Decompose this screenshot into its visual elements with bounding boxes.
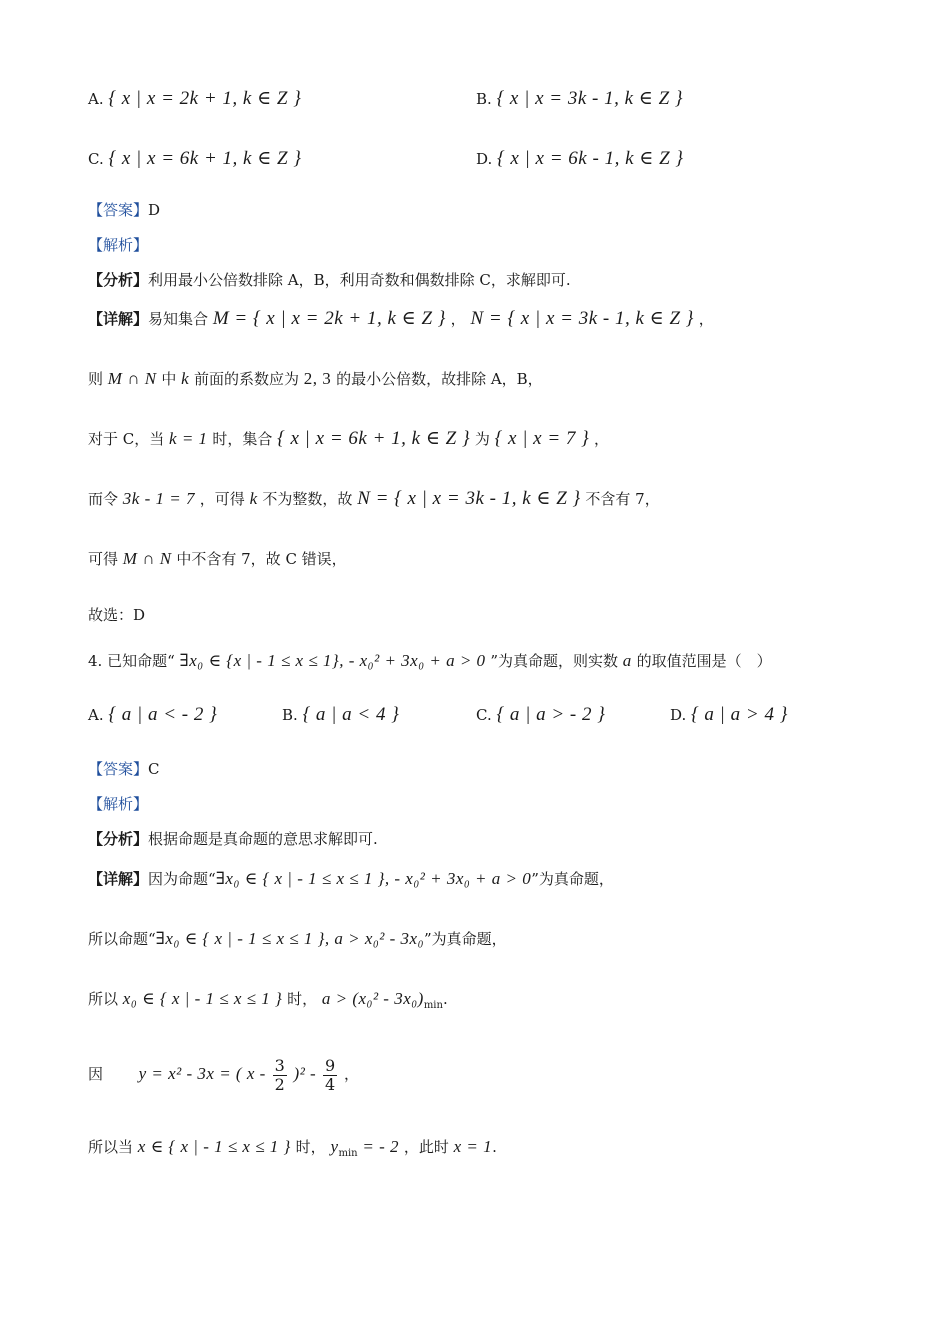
text: ”为真命题， xyxy=(424,930,507,948)
q4-fenxi-line xyxy=(88,828,378,850)
text: 则 xyxy=(88,370,104,388)
text: 为 xyxy=(474,430,490,448)
option-math: { a | a < - 2 } xyxy=(108,704,218,725)
q4-line-2 xyxy=(88,928,507,950)
denominator: 4 xyxy=(325,1074,336,1094)
math: M ∩ N xyxy=(122,549,172,568)
q3-detail-line xyxy=(88,308,714,330)
fraction-3-2 xyxy=(273,1057,287,1094)
text: 的取值范围是（ ） xyxy=(636,652,772,670)
text: 不含有 7， xyxy=(585,490,660,508)
option-label: B. xyxy=(476,90,492,108)
q3-line-2 xyxy=(88,368,543,390)
math: M ∩ N xyxy=(107,369,157,388)
q3-line-5 xyxy=(88,548,347,570)
fenxi-tag: 【分析】 xyxy=(88,271,149,289)
text: 时，集合 xyxy=(212,430,273,448)
math: x = 1 xyxy=(453,1137,493,1156)
option-math: { x | x = 3k - 1, k ∈ Z } xyxy=(496,88,684,109)
option-math: { x | x = 6k - 1, k ∈ Z } xyxy=(497,148,684,169)
set-m-math: M = { x | x = 2k + 1, k ∈ Z } xyxy=(212,308,446,329)
option-label: A. xyxy=(88,706,104,724)
answer-tag: 【答案】 xyxy=(88,760,149,778)
text: ， xyxy=(343,1065,359,1083)
option-label: B. xyxy=(282,706,298,724)
option-math: { a | a < 4 } xyxy=(302,704,400,725)
answer-tag: 【答案】 xyxy=(88,201,149,219)
q4-detail-line xyxy=(88,868,614,890)
detail-tag: 【详解】 xyxy=(88,310,149,328)
math: 3k - 1 = 7 xyxy=(122,489,195,508)
q3-option-c xyxy=(88,148,301,170)
comma: ， xyxy=(450,310,466,328)
math: y xyxy=(330,1137,339,1156)
math: x ∈ { x | - 1 ≤ x ≤ 1 } xyxy=(137,1137,291,1156)
text: ”为真命题，则实数 xyxy=(490,652,619,670)
math: x₀ ∈ { x | - 1 ≤ x ≤ 1 } xyxy=(122,989,283,1008)
q4-option-b xyxy=(282,704,399,726)
text: ， xyxy=(594,430,610,448)
subscript: min xyxy=(338,1148,358,1159)
q3-conclusion xyxy=(88,604,145,626)
comma: ， xyxy=(698,310,714,328)
math: ∃x₀ ∈ {x | - 1 ≤ x ≤ 1}, - x₀² + 3x₀ + a > 0 xyxy=(179,651,486,670)
q4-answer-line xyxy=(88,758,160,780)
q3-option-d xyxy=(476,148,683,170)
text: 所以 xyxy=(88,990,119,1008)
q4-option-c xyxy=(476,704,605,726)
text: 中不含有 7，故 C 错误， xyxy=(176,550,347,568)
math: a > (x₀² - 3x₀) xyxy=(321,989,424,1008)
denominator: 2 xyxy=(274,1074,285,1094)
q3-fenxi-line xyxy=(88,269,571,291)
fenxi-text: 根据命题是真命题的意思求解即可. xyxy=(148,830,378,848)
text: 前面的系数应为 xyxy=(193,370,299,388)
math: ∃x₀ ∈ { x | - 1 ≤ x ≤ 1 }, - x₀² + 3x₀ + a > 0 xyxy=(215,869,532,888)
text: . xyxy=(442,990,448,1008)
math: k = 1 xyxy=(169,429,208,448)
q3-answer-line xyxy=(88,199,160,221)
text: 时， xyxy=(287,990,318,1008)
q4-option-d xyxy=(670,704,788,726)
option-math: { a | a > 4 } xyxy=(691,704,788,725)
text: 所以命题“ xyxy=(88,930,156,948)
q3-line-4 xyxy=(88,488,660,510)
text: 的最小公倍数，故排除 A，B， xyxy=(336,370,543,388)
subscript: min xyxy=(423,1000,443,1011)
numerator: 9 xyxy=(325,1055,336,1075)
math: = - 2 xyxy=(362,1137,400,1156)
text: 可得 xyxy=(88,550,119,568)
fenxi-text: 利用最小公倍数排除 A，B，利用奇数和偶数排除 C，求解即可. xyxy=(148,271,571,289)
text: ，此时 xyxy=(403,1138,449,1156)
analysis-tag: 【解析】 xyxy=(88,236,149,254)
q4-option-a xyxy=(88,704,217,726)
math: k xyxy=(249,489,258,508)
math: N = { x | x = 3k - 1, k ∈ Z } xyxy=(357,488,581,509)
option-math: { x | x = 6k + 1, k ∈ Z } xyxy=(108,148,302,169)
q4-line-4 xyxy=(88,1052,359,1096)
option-math: { a | a > - 2 } xyxy=(496,704,606,725)
text: 4. 已知命题“ xyxy=(88,652,175,670)
math: ∃x₀ ∈ { x | - 1 ≤ x ≤ 1 }, a > x₀² - 3x₀ xyxy=(155,929,425,948)
text: ”为真命题， xyxy=(531,870,614,888)
q4-line-3 xyxy=(88,988,448,1017)
answer-value: D xyxy=(148,201,161,219)
q3-analysis-heading xyxy=(88,234,148,256)
math: { x | x = 6k + 1, k ∈ Z } xyxy=(277,428,471,449)
math: { x | x = 7 } xyxy=(494,428,590,449)
set-n-math: N = { x | x = 3k - 1, k ∈ Z } xyxy=(470,308,694,329)
q3-option-b xyxy=(476,88,683,110)
text: 不为整数，故 xyxy=(262,490,353,508)
text: 中 xyxy=(161,370,177,388)
math: y = x² - 3x = ( x - xyxy=(138,1064,266,1083)
q4-line-5 xyxy=(88,1136,497,1165)
q3-line-3 xyxy=(88,428,609,450)
detail-text: 因为命题“ xyxy=(148,870,216,888)
text: 时， xyxy=(295,1138,326,1156)
text: 而令 xyxy=(88,490,119,508)
option-math: { x | x = 2k + 1, k ∈ Z } xyxy=(108,88,302,109)
numerator: 3 xyxy=(274,1055,285,1075)
q4-analysis-heading xyxy=(88,793,148,815)
option-label: C. xyxy=(476,706,492,724)
option-label: D. xyxy=(476,150,493,168)
option-label: A. xyxy=(88,90,104,108)
text: 因 xyxy=(88,1065,104,1083)
answer-value: C xyxy=(148,760,160,778)
math: )² - xyxy=(293,1064,317,1083)
q3-option-a xyxy=(88,88,301,110)
text: ，可得 xyxy=(199,490,245,508)
fenxi-tag: 【分析】 xyxy=(88,830,149,848)
fraction-9-4 xyxy=(323,1057,337,1094)
analysis-tag: 【解析】 xyxy=(88,795,149,813)
conclusion-text: 故选：D xyxy=(88,606,146,624)
detail-text: 易知集合 xyxy=(148,310,209,328)
option-label: C. xyxy=(88,150,104,168)
text: 所以当 xyxy=(88,1138,134,1156)
math: 2, 3 xyxy=(303,369,332,388)
math: k xyxy=(181,369,190,388)
math: a xyxy=(622,651,632,670)
q4-stem xyxy=(88,650,772,672)
text: . xyxy=(492,1138,497,1156)
option-label: D. xyxy=(670,706,687,724)
detail-tag: 【详解】 xyxy=(88,870,149,888)
text: 对于 C，当 xyxy=(88,430,165,448)
